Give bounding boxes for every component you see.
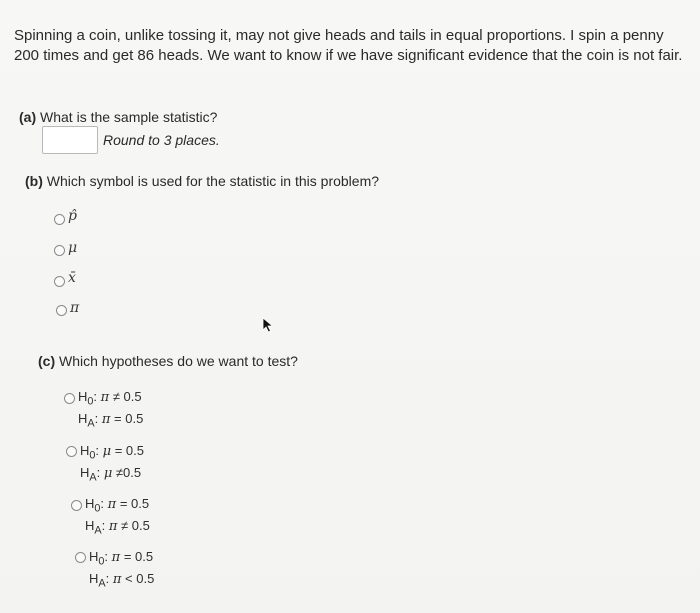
part-a-tag: (a): [19, 109, 37, 125]
h0-line-4: $H_0$: π = 0.5: [89, 549, 154, 568]
radio-pi[interactable]: [56, 305, 67, 316]
problem-prompt: Spinning a coin, unlike tossing it, may not give heads and tails in equal proportions. I spin a penny 200 times and get 86 heads. We want to know if we have significant evidence that the coin is not fair.: [14, 27, 683, 64]
mouse-pointer-icon: [262, 317, 274, 333]
radio-x-bar[interactable]: [54, 276, 65, 287]
ha-line-3: $H_A$: π ≠ 0.5: [85, 518, 150, 537]
radio-hypothesis-2[interactable]: [66, 446, 77, 457]
symbol-mu: μ: [68, 240, 78, 256]
symbol-x-bar: x̄: [68, 270, 76, 286]
part-b-question: [25, 173, 379, 189]
symbol-p-hat: p̂: [68, 208, 77, 224]
ha-line-1: $H_A$: π = 0.5: [78, 411, 144, 430]
ha-line-4: $H_A$: π < 0.5: [89, 571, 155, 590]
part-b-text: Which symbol is used for the statistic in this problem?: [46, 173, 380, 189]
part-b-tag: (b): [25, 173, 43, 189]
part-c-tag: (c): [38, 353, 56, 369]
radio-mu[interactable]: [54, 245, 65, 256]
ha-line-2: $H_A$: μ ≠0.5: [80, 465, 142, 484]
h0-line-3: $H_0$: π = 0.5: [85, 496, 150, 515]
part-a-question: [19, 109, 217, 125]
radio-hypothesis-3[interactable]: [71, 500, 82, 511]
part-a-text: What is the sample statistic?: [40, 109, 218, 125]
round-note: Round to 3 places.: [103, 132, 220, 148]
h0-line-2: $H_0$: μ = 0.5: [80, 443, 144, 462]
radio-hypothesis-4[interactable]: [75, 552, 86, 563]
symbol-pi: π: [70, 300, 80, 316]
sample-statistic-input[interactable]: [42, 126, 98, 154]
radio-hypothesis-1[interactable]: [64, 393, 75, 404]
part-c-question: [38, 353, 298, 369]
radio-p-hat[interactable]: [54, 214, 65, 225]
h0-line-1: $H_0$: π ≠ 0.5: [78, 389, 142, 408]
part-c-text: Which hypotheses do we want to test?: [59, 353, 298, 369]
